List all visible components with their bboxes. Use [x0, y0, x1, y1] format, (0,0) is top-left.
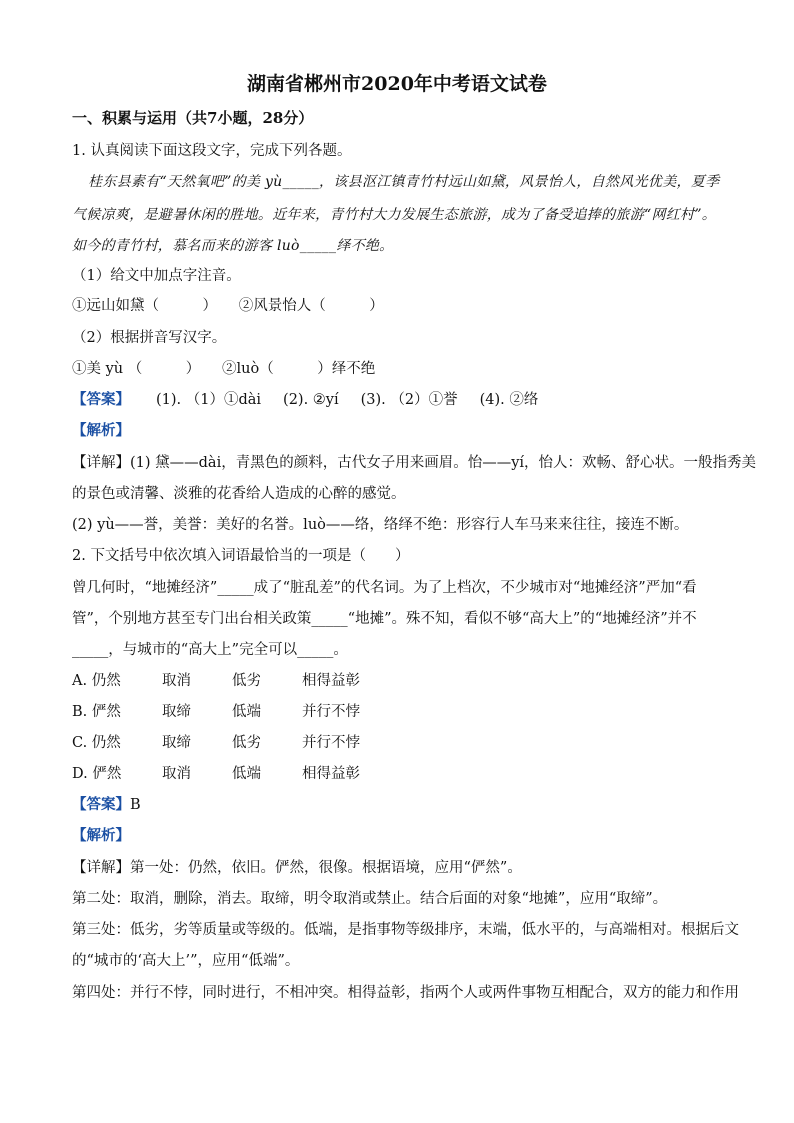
page-title: 湖南省郴州市2020年中考语文试卷 — [247, 73, 547, 95]
detail-tag: 【详解】 — [72, 455, 130, 471]
option-word: 取消 — [162, 766, 191, 782]
q2-detail-line: 的“城市的‘高大上’”，应用“低端”。 — [72, 953, 300, 969]
answer-tag: 【答案】 — [72, 796, 130, 813]
option-word: 并行不悖 — [302, 704, 360, 720]
option-word: 相得益彰 — [302, 673, 360, 689]
q1-detail-line — [72, 453, 757, 473]
q1-detail-line: (2) yù——誉，美誉：美好的名誉。luò——络，络绎不绝：形容行人车马来来往往，接连不断。 — [72, 517, 689, 533]
q1-passage-line: 气候凉爽，是避暑休闲的胜地。近年来，青竹村大力发展生态旅游，成为了备受追捧的旅游“网红村”。 — [72, 207, 717, 223]
q2-detail-line: 第四处：并行不悖，同时进行，不相冲突。相得益彰，指两个人或两件事物互相配合，双方的能力和作用 — [72, 985, 739, 1001]
answer-part: (4). ②络 — [479, 392, 539, 408]
option-word: 并行不悖 — [302, 735, 360, 751]
option-word: A. 仍然 — [72, 673, 121, 689]
answer-part: (3). （2）①誉 — [360, 392, 458, 408]
option-word: 低劣 — [232, 673, 261, 689]
q1-answer — [72, 390, 722, 410]
answer-tag: 【答案】 — [72, 391, 130, 408]
q1-passage-line: 如今的青竹村，慕名而来的游客 luò_____绎不绝。 — [72, 238, 394, 254]
option-word: 相得益彰 — [302, 766, 360, 782]
option-b — [72, 702, 722, 722]
option-word: 低端 — [232, 766, 261, 782]
option-word: C. 仍然 — [72, 735, 121, 751]
q1-detail-line: 的景色或清馨、淡雅的花香给人造成的心醉的感觉。 — [72, 486, 406, 502]
option-word: B. 俨然 — [72, 704, 121, 720]
option-word: 取缔 — [162, 704, 191, 720]
q1-sub1: （1）给文中加点字注音。 — [72, 268, 241, 284]
option-word: 低端 — [232, 704, 261, 720]
q2-passage-line: _____，与城市的“高大上”完全可以_____。 — [72, 642, 348, 658]
q1-sub1-items: ①远山如黛（ ） ②风景怡人（ ） — [72, 298, 384, 314]
option-word: 低劣 — [232, 735, 261, 751]
q1-passage-line: 桂东县素有“天然氧吧”的美 yù_____，该县沤江镇青竹村远山如黛，风景怡人，自然风光优美，夏季 — [88, 174, 720, 190]
detail-tag: 【详解】 — [72, 860, 130, 876]
option-c — [72, 733, 722, 753]
detail-text: (1) 黛——dài，青黑色的颜料，古代女子用来画眉。怡——yí，怡人：欢畅、舒心状。一般指秀美 — [130, 455, 757, 471]
option-word: D. 俨然 — [72, 766, 122, 782]
option-word: 取消 — [162, 673, 191, 689]
q2-passage-line: 管”，个别地方甚至专门出台相关政策_____“地摊”。殊不知，看似不够“高大上”的“地摊经济”并不 — [72, 611, 697, 627]
q2-passage-line: 曾几何时，“地摊经济”_____成了“脏乱差”的代名词。为了上档次，不少城市对“地摊经济”严加“看 — [72, 580, 697, 596]
option-a — [72, 671, 722, 691]
answer-value: B — [130, 797, 141, 813]
q1-sub2: （2）根据拼音写汉字。 — [72, 330, 227, 346]
analysis-tag: 【解析】 — [72, 422, 130, 439]
section-header: 一、积累与运用（共7小题，28分） — [72, 109, 314, 127]
q2-stem: 2. 下文括号中依次填入词语最恰当的一项是（ ） — [72, 548, 410, 564]
q1-sub2-items: ①美 yù （ ） ②luò（ ）绎不绝 — [72, 361, 376, 377]
q2-detail-line: 第二处：取消，删除，消去。取缔，明令取消或禁止。结合后面的对象“地摊”，应用“取缔”。 — [72, 891, 668, 907]
q2-detail-line — [72, 858, 722, 878]
answer-part: (2). ②yí — [283, 392, 339, 408]
option-d — [72, 764, 722, 784]
option-word: 取缔 — [162, 735, 191, 751]
q2-detail-line: 第三处：低劣，劣等质量或等级的。低端，是指事物等级排序，末端，低水平的，与高端相对。根据后文 — [72, 922, 739, 938]
answer-part: (1). （1）①dài — [156, 392, 262, 408]
analysis-tag: 【解析】 — [72, 827, 130, 844]
detail-text: 第一处：仍然，依旧。俨然，很像。根据语境，应用“俨然”。 — [130, 860, 522, 876]
q1-stem: 1. 认真阅读下面这段文字，完成下列各题。 — [72, 143, 352, 159]
q2-answer — [72, 795, 722, 815]
